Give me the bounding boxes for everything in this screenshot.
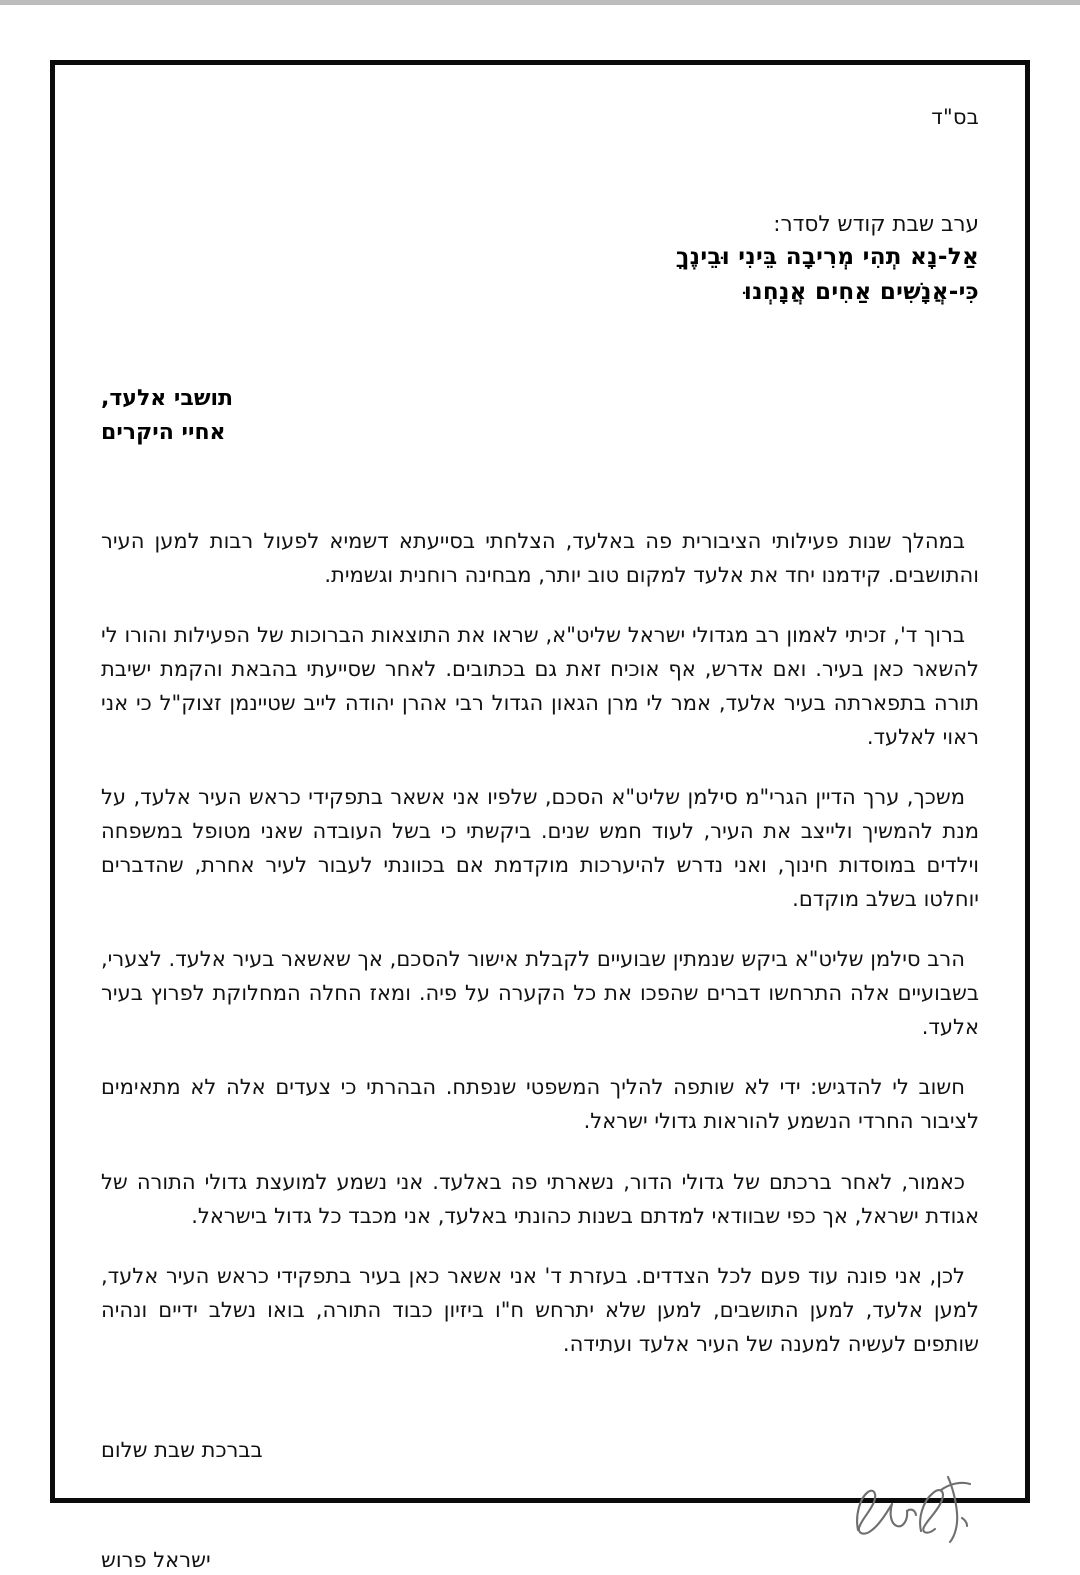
body-paragraph: חשוב לי להדגיש: ידי לא שותפה להליך המשפטי שנפתח. הבהרתי כי צעדים אלה לא מתאימים לציבור החרדי הנשמע להוראות גדולי ישראל. bbox=[101, 1075, 979, 1134]
verse-line-2: כִּי-אֲנָשִׁים אַחִים אֲנָחְנוּ bbox=[743, 279, 979, 306]
bsd-heading: בס"ד bbox=[931, 105, 979, 129]
salutation-block bbox=[101, 382, 979, 450]
body-paragraph: משכך, ערך הדיין הגרי"מ סילמן שליט"א הסכם, שלפיו אני אשאר בתפקידי כראש העיר אלעד, על מנת להמשיך ולייצב את העיר, לעוד חמש שנים. ביקשתי כי בשל העובדה שאני מטופל במשפחה וילדים במוסדות חינוך, ואני נדרש להיערכות מוקדמת אם בכוונתי לעבור לעיר אחרת, שהדברים יוחלטו בשלב מוקדם. bbox=[101, 785, 979, 912]
handwritten-signature-icon bbox=[849, 1468, 979, 1546]
signer-name: ישראל פרוש bbox=[101, 1548, 211, 1573]
document-content bbox=[55, 65, 1025, 1573]
salutation-line-2: אחיי היקרים bbox=[101, 420, 226, 446]
body-paragraph: הרב סילמן שליט"א ביקש שנמתין שבועיים לקבלת אישור להסכם, אך שאשאר בעיר אלעד. לצערי, בשבועיים אלה התרחשו דברים שהפכו את כל הקערה על פיה. ומאז החלה המחלוקת לפרוץ בעיר אלעד. bbox=[101, 947, 979, 1040]
salutation-line-1: תושבי אלעד, bbox=[101, 386, 234, 412]
verse-line-1: אַל-נָא תְהִי מְרִיבָה בֵּינִי וּבֵינֶךָ bbox=[676, 244, 979, 271]
closing-block bbox=[101, 1435, 979, 1575]
document-page-frame bbox=[50, 60, 1030, 1573]
closing-blessing: בברכת שבת שלום bbox=[101, 1437, 263, 1462]
body-paragraph: כאמור, לאחר ברכתם של גדולי הדור, נשארתי פה באלעד. אני נשמע למועצת גדולי התורה של אגודת ישראל, אך כפי שבוודאי למדתם בשנות כהונתי באלעד, אני מכבד כל גדול בישראל. bbox=[101, 1169, 979, 1228]
body-paragraph: ברוך ד', זכיתי לאמון רב מגדולי ישראל שליט"א, שראו את התוצאות הברוכות של הפעילות והורו לי להשאר כאן בעיר. ואם אדרש, אף אוכיח זאת גם בכתובים. לאחר שסייעתי בהבאת והקמת ישיבת תורה בתפארתה בעיר אלעד, אמר לי מרן הגאון הגדול רבי אהרן יהודה לייב שטיינמן זצוק"ל כי אני ראוי לאלעד. bbox=[101, 623, 979, 750]
letter-header bbox=[101, 209, 979, 310]
scan-edge-strip bbox=[0, 0, 1080, 5]
letter-body bbox=[101, 524, 979, 1360]
date-line: ערב שבת קודש לסדר: bbox=[773, 212, 979, 237]
body-paragraph: לכן, אני פונה עוד פעם לכל הצדדים. בעזרת ד' אני אשאר כאן בעיר בתפקידי כראש העיר אלעד, למען אלעד, למען התושבים, למען שלא יתרחש ח"ו ביזיון כבוד התורה, בואו נשלב ידיים ונהיה שותפים לעשיה למענה של העיר אלעד ועתידה. bbox=[101, 1263, 979, 1356]
body-paragraph: במהלך שנות פעילותי הציבורית פה באלעד, הצלחתי בסייעתא דשמיא לפעול רבות למען העיר והתושבים. קידמנו יחד את אלעד למקום טוב יותר, מבחינה רוחנית וגשמית. bbox=[101, 529, 979, 588]
